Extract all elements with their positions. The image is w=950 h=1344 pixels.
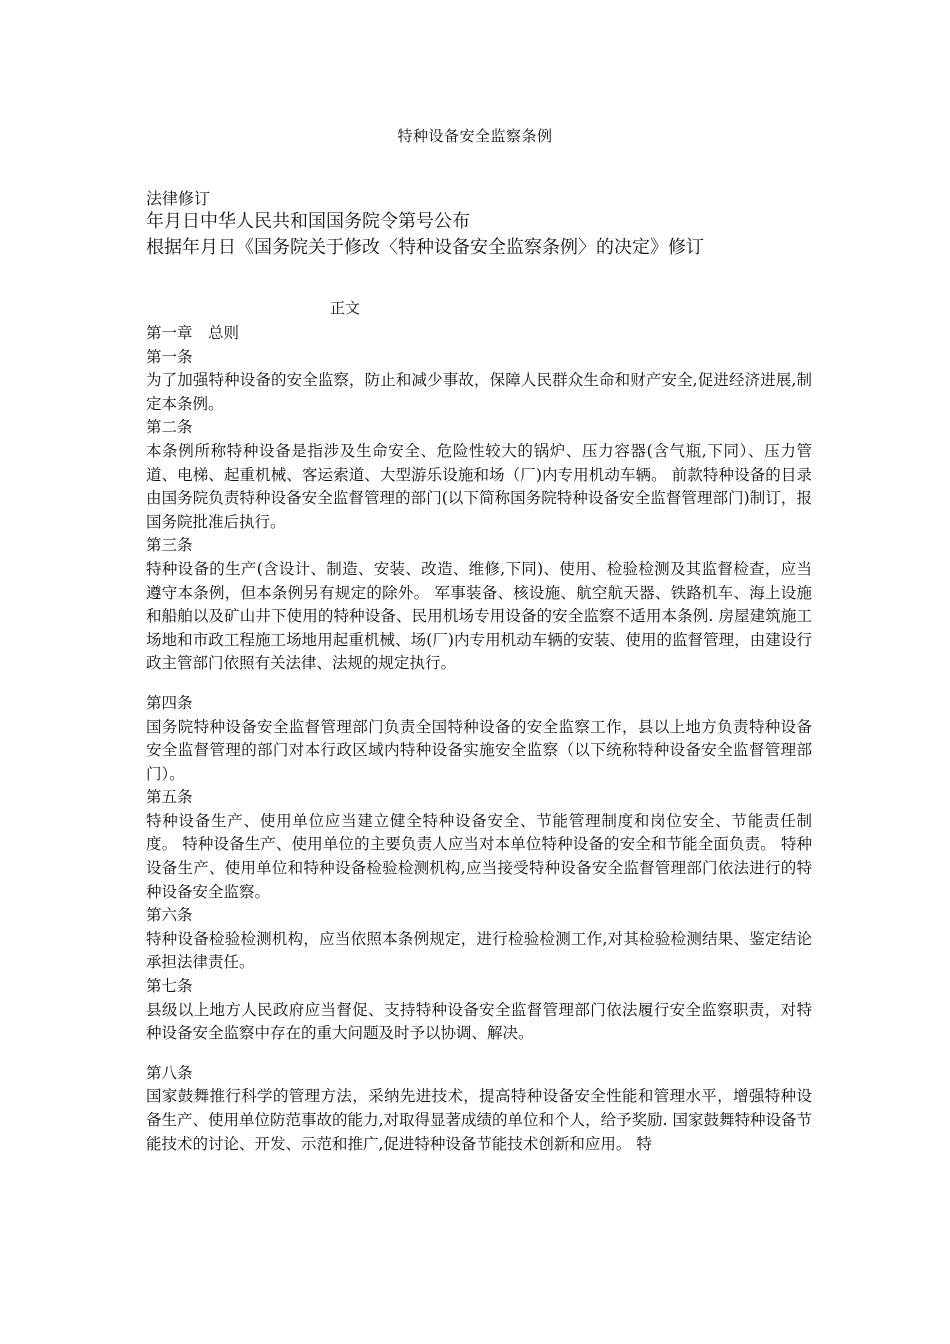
article-body: 特种设备生产、使用单位应当建立健全特种设备安全、节能管理制度和岗位安全、节能责任制度。 特种设备生产、使用单位的主要负责人应当对本单位特种设备的安全和节能全面负责。 特种设备生产、使用单位和特种设备检验检测机构,应当接受特种设备安全监督管理部门依法进行的特种设备安全监察。 bbox=[146, 811, 812, 901]
paragraph-gap bbox=[146, 1046, 812, 1062]
article-body: 特种设备的生产(含设计、制造、安装、改造、维修,下同)、使用、检验检测及其监督检查，应当遵守本条例，但本条例另有规定的除外。 军事装备、核设施、航空航天器、铁路机车、海上设施和船舶以及矿山井下使用的特种设备、民用机场专用设备的安全监察不适用本条例. 房屋建筑施工场地和市政工程施工场地用起重机械、场(厂)内专用机动车辆的安装、使用的监督管理，由建设行政主管部门依照有关法律、法规的规定执行。 bbox=[146, 559, 812, 673]
article-body: 为了加强特种设备的安全监察，防止和减少事故，保障人民群众生命和财产安全,促进经济进展,制定本条例。 bbox=[146, 371, 812, 413]
article-body: 国务院特种设备安全监督管理部门负责全国特种设备的安全监察工作，县以上地方负责特种设备安全监督管理的部门对本行政区域内特种设备实施安全监察（以下统称特种设备安全监督管理部门）。 bbox=[146, 717, 812, 783]
article-title: 第一条 bbox=[146, 347, 193, 366]
revision-line: 根据年月日《国务院关于修改〈特种设备安全监察条例〉的决定》修订 bbox=[146, 237, 704, 258]
revision-tag: 法律修订 bbox=[146, 189, 211, 208]
article-body: 本条例所称特种设备是指涉及生命安全、危险性较大的锅炉、压力容器(含气瓶,下同）、压力管道、电梯、起重机械、客运索道、大型游乐设施和场（厂)内专用机动车辆。 前款特种设备的目录由国务院负责特种设备安全监督管理的部门(以下简称国务院特种设备安全监督管理部门)制订，报国务院批准后执行。 bbox=[146, 441, 812, 531]
document-title: 特种设备安全监察条例 bbox=[397, 127, 553, 145]
article-title: 第八条 bbox=[146, 1063, 193, 1082]
article-title: 第六条 bbox=[146, 906, 193, 925]
article-body: 国家鼓舞推行科学的管理方法，采纳先进技术，提高特种设备安全性能和管理水平，增强特种设备生产、使用单位防范事故的能力,对取得显著成绩的单位和个人，给予奖励. 国家鼓舞特种设备节能技术的讨论、开发、示范和推广,促进特种设备节能技术创新和应用。 特 bbox=[146, 1087, 812, 1153]
chapter-heading: 第一章 总则 bbox=[146, 324, 240, 342]
section-heading: 正文 bbox=[330, 299, 361, 317]
document-body bbox=[146, 322, 812, 1156]
article-title: 第四条 bbox=[146, 693, 193, 712]
article-title: 第二条 bbox=[146, 418, 193, 437]
article-title: 第七条 bbox=[146, 977, 193, 996]
article-body: 县级以上地方人民政府应当督促、支持特种设备安全监督管理部门依法履行安全监察职责，对特种设备安全监察中存在的重大问题及时予以协调、解决。 bbox=[146, 1000, 812, 1043]
article-title: 第三条 bbox=[146, 536, 193, 555]
article-body: 特种设备检验检测机构，应当依照本条例规定，进行检验检测工作,对其检验检测结果、鉴定结论承担法律责任。 bbox=[146, 929, 812, 972]
paragraph-gap bbox=[146, 676, 812, 692]
article-title: 第五条 bbox=[146, 788, 193, 807]
promulgation-line: 年月日中华人民共和国国务院令第号公布 bbox=[146, 211, 470, 232]
